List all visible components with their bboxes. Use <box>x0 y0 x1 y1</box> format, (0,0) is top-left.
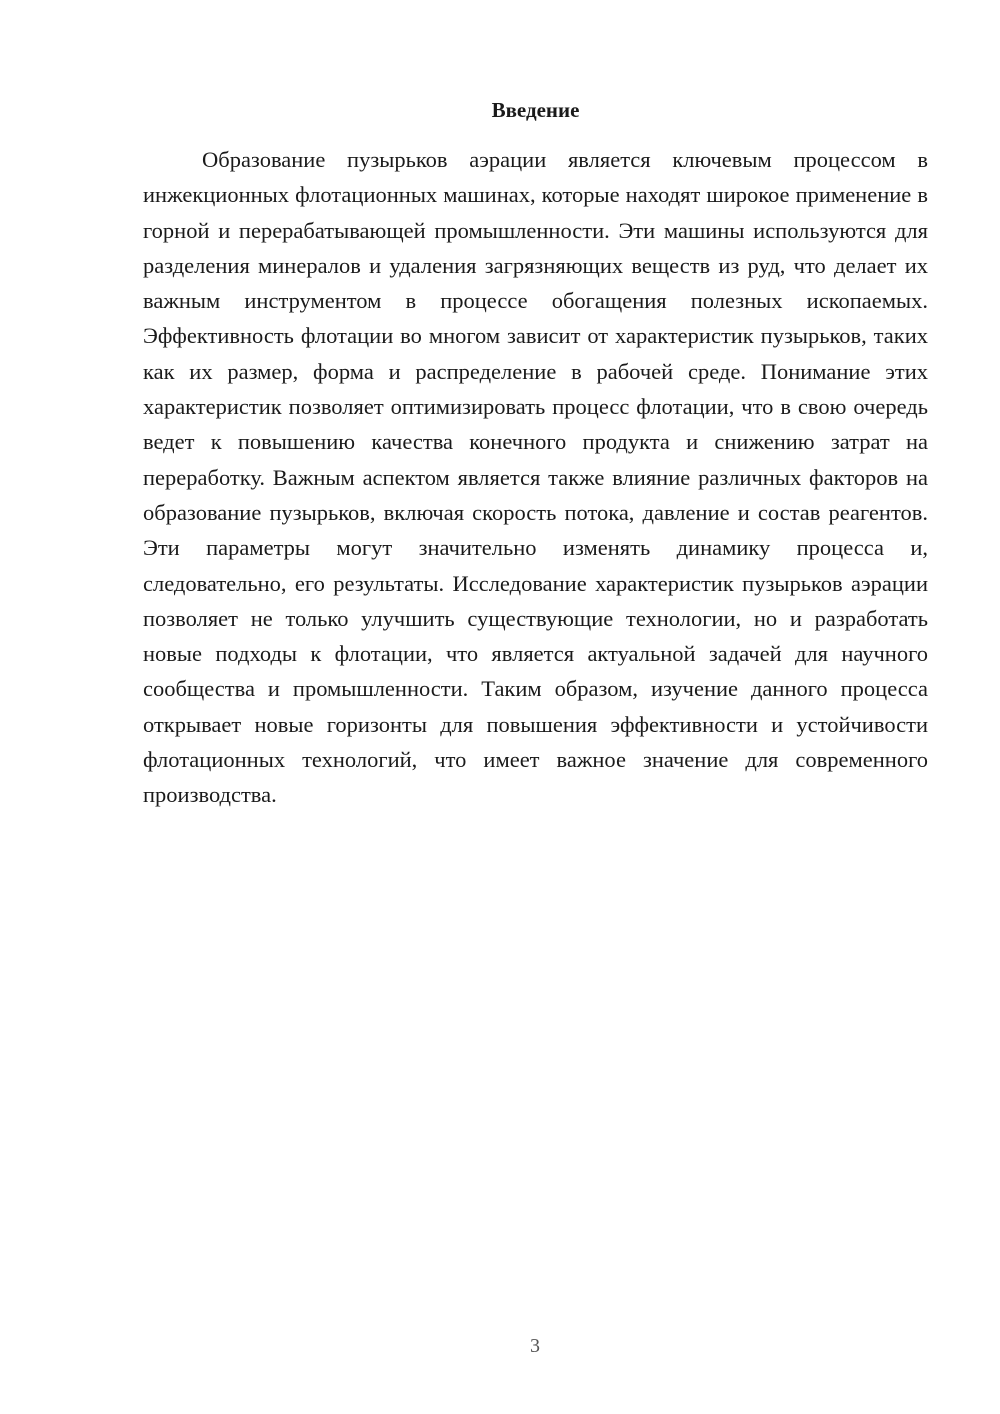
page-number: 3 <box>530 1335 540 1357</box>
body-paragraph: Образование пузырьков аэрации является ключевым процессом в инжекционных флотационных машинах, которые находят широкое применение в горной и перерабатывающей промышленности. Эти машины используются для разделения минералов и удаления загрязняющих веществ из руд, что делает их важным инструментом в процессе обогащения полезных ископаемых. Эффективность флотации во многом зависит от характеристик пузырьков, таких как их размер, форма и распределение в рабочей среде. Понимание этих характеристик позволяет оптимизировать процесс флотации, что в свою очередь ведет к повышению качества конечного продукта и снижению затрат на переработку. Важным аспектом является также влияние различных факторов на образование пузырьков, включая скорость потока, давление и состав реагентов. Эти параметры могут значительно изменять динамику процесса и, следовательно, его результаты. Исследование характеристик пузырьков аэрации позволяет не только улучшить существующие технологии, но и разработать новые подходы к флотации, что является актуальной задачей для научного сообщества и промышленности. Таким образом, изучение данного процесса открывает новые горизонты для повышения эффективности и устойчивости флотационных технологий, что имеет важное значение для современного производства. <box>143 147 928 808</box>
section-heading: Введение <box>491 98 580 122</box>
